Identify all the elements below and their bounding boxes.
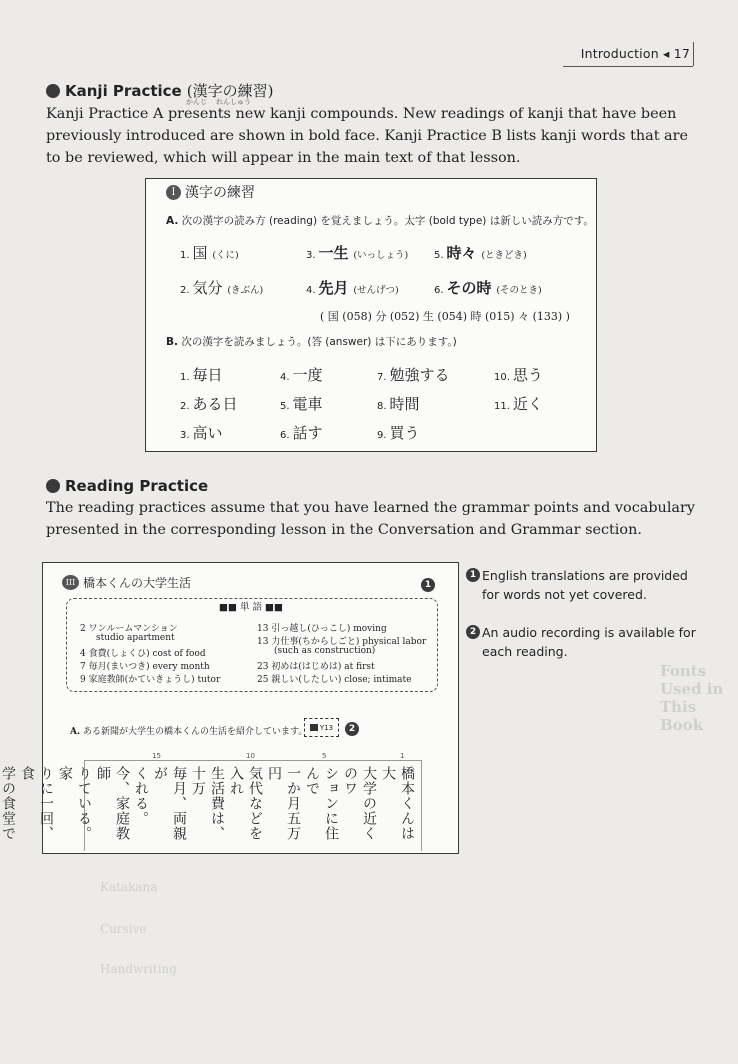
review-word: 8. 時間 [377,395,420,413]
kanji-reference-numbers: ( 国 (058) 分 (052) 生 (054) 時 (015) 々 (133) ) [320,310,570,323]
callout-note-1: 1 English translations are provided for words not yet covered. [466,566,706,604]
speaker-icon [310,724,318,731]
line-number: 15 [152,752,161,760]
ruby-renshu: れんしゅう [216,98,251,106]
kanji-item: 5. 時々 (ときどき) [434,244,527,262]
kanji-item: 4. 先月 (せんげつ) [306,279,399,297]
bullet-icon [46,84,60,98]
reading-line: 学の食堂で [0,766,16,841]
review-word: 6. 話す [280,424,323,442]
audio-track[interactable]: Y13 [304,718,339,737]
kanji-partB-instruction: B. 次の漢字を読みましょう。(答 (answer) は下にあります。) [166,336,457,348]
review-word: 11. 近く [494,395,543,413]
callout-badge-2: 2 [345,722,359,736]
review-word: 9. 買う [377,424,420,442]
review-word: 5. 電車 [280,395,323,413]
callout-badge-1: 1 [421,578,435,592]
kanji-practice-body: Kanji Practice A presents new kanji compounds. New readings of kanji that have been previously introduced are shown in bold face. Kanji Practice B lists kanji words that are to be reviewed, which will appear in the main text of that lesson. [46,106,689,166]
vocab-entry: studio apartment [96,633,175,643]
header-rule-vertical [693,42,694,66]
reading-line: 毎月、両親が [152,766,187,841]
kanji-item: 1. 国 (くに) [180,244,239,262]
review-word: 7. 勉強する [377,366,450,384]
vocab-entry: 7 毎月(まいつき) every month [80,662,210,672]
show-through-label: Katakana [100,880,158,894]
review-word: 10. 思う [494,366,543,384]
review-word: 2. ある日 [180,395,238,413]
ruby-kanji: かんじ [186,98,207,106]
vocab-entry: 13 力仕事(ちからしごと) physical labor [257,637,427,647]
running-header [581,46,690,61]
reading-partA-instruction: A. ある新聞が大学生の橋本くんの生活を紹介しています。 [70,727,308,737]
vocabulary-heading: ■■ 単 語 ■■ [205,599,297,613]
reading-line: 今、家庭教師 [95,766,130,841]
vocab-entry: 2 ワンルームマンション [80,624,178,634]
vocab-entry: 13 引っ越し(ひっこし) moving [257,624,387,634]
arrow-icon: ◂ [663,46,670,61]
header-rule [563,66,693,67]
note-badge: 2 [466,625,480,639]
line-number: 1 [400,752,405,760]
review-word: 4. 一度 [280,366,323,384]
reading-practice-heading: Reading Practice [46,477,208,495]
kanji-item: 3. 一生 (いっしょう) [306,244,409,262]
kanji-practice-heading: Kanji Practice (漢字の練習) [46,80,273,101]
reading-line: ションに住んで [304,766,339,841]
reading-line: 生活費は、十万 [190,766,225,841]
section-name: Introduction [580,46,659,61]
roman-numeral: I [166,185,181,200]
reading-line: くれる。 [133,766,149,826]
kanji-partA-instruction: A. 次の漢字の読み方 (reading) を覚えましょう。太字 (bold type) は新しい読み方です。 [166,215,594,227]
reading-practice-body: The reading practices assume that you have learned the grammar points and vocabulary presented in the corresponding lesson in the Conversation and Grammar section. [46,500,696,538]
reading-box-title: III 橋本くんの大学生活 [62,574,191,591]
callout-note-2: 2 An audio recording is available for each reading. [466,623,706,661]
vocab-entry: 23 初めは(はじめは) at first [257,662,375,672]
vocab-entry: 25 親しい(したしい) close; intimate [257,675,412,685]
kanji-item: 6. その時 (そのとき) [434,279,542,297]
show-through-label: Handwriting [100,962,177,976]
reading-line: 気代などを入れ [228,766,263,841]
review-word: 3. 高い [180,424,223,442]
vertical-reading-text [0,766,416,850]
show-through-heading: Fonts Used in This Book [660,662,724,734]
review-word: 1. 毎日 [180,366,223,384]
reading-line: 大学の近くのワ [342,766,377,841]
line-number: 10 [246,752,255,760]
reading-line: りている。家 [57,766,92,841]
line-number: 5 [322,752,327,760]
kanji-item: 2. 気分 (きぶん) [180,279,264,297]
reading-line: りに一回、食 [19,766,54,841]
page-number: 17 [673,46,690,61]
note-badge: 1 [466,568,480,582]
reading-line: 一か月五万円 [266,766,301,841]
vocab-entry: 9 家庭教師(かていきょうし) tutor [80,675,221,685]
bullet-icon [46,479,60,493]
kanji-box-title: I 漢字の練習 [166,182,255,202]
roman-numeral: III [62,575,79,590]
show-through-label: Cursive [100,922,147,936]
vocab-entry: 4 食費(しょくひ) cost of food [80,649,206,659]
vocab-entry: (such as construction) [274,646,376,656]
reading-line: 橋本くんは大 [380,766,415,841]
